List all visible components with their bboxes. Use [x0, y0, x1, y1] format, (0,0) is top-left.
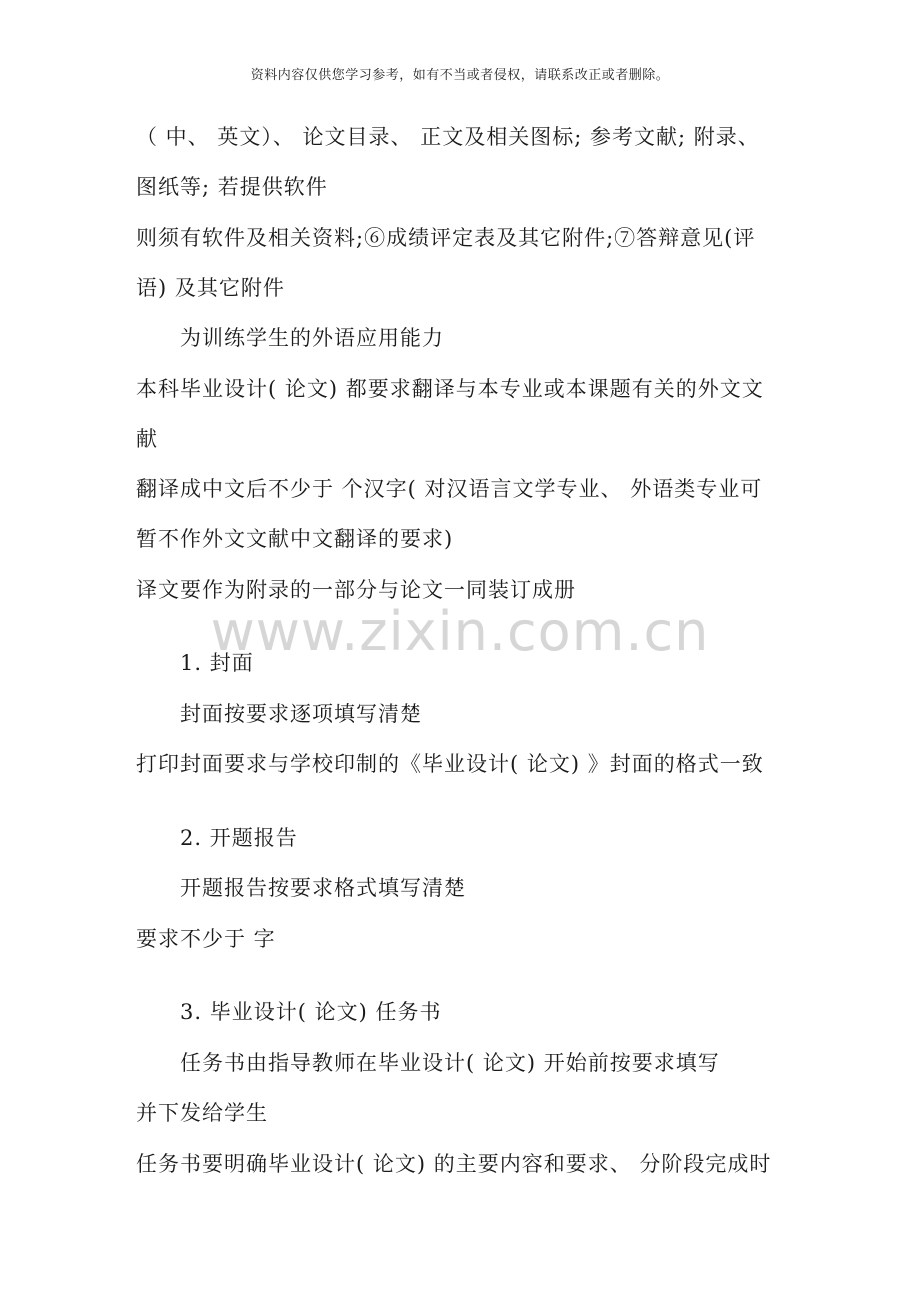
text-line: 译文要作为附录的一部分与论文一同装订成册: [136, 578, 576, 602]
text-line: 图纸等; 若提供软件: [136, 175, 328, 199]
text-line: （ 中、 英文）、 论文目录、 正文及相关图标; 参考文献; 附录、: [136, 125, 760, 149]
text-line: 本科毕业设计( 论文) 都要求翻译与本专业或本课题有关的外文文: [136, 377, 764, 401]
text-line: 并下发给学生: [136, 1101, 268, 1125]
text-line: 为训练学生的外语应用能力: [180, 326, 444, 350]
text-line: 打印封面要求与学校印制的《毕业设计( 论文) 》封面的格式一致: [136, 752, 764, 776]
section-heading: 2. 开题报告: [180, 826, 298, 850]
text-line: 则须有软件及相关资料;⑥成绩评定表及其它附件;⑦答辩意见(评: [136, 226, 756, 250]
text-line: 任务书由指导教师在毕业设计( 论文) 开始前按要求填写: [180, 1051, 720, 1075]
text-line: 翻译成中文后不少于 个汉字( 对汉语言文学专业、 外语类专业可: [136, 477, 763, 501]
text-line: 封面按要求逐项填写清楚: [180, 702, 422, 726]
text-line: 献: [136, 427, 158, 451]
watermark: www.zixin.com.cn: [210, 600, 710, 663]
text-line: 任务书要明确毕业设计( 论文) 的主要内容和要求、 分阶段完成时: [136, 1152, 772, 1176]
text-line: 暂不作外文文献中文翻译的要求): [136, 527, 454, 551]
text-line: 语) 及其它附件: [136, 276, 285, 300]
section-heading: 1. 封面: [180, 651, 254, 675]
text-line: 开题报告按要求格式填写清楚: [180, 876, 466, 900]
page-header-notice: 资料内容仅供您学习参考，如有不当或者侵权，请联系改正或者删除。: [250, 68, 670, 83]
text-line: 要求不少于 字: [136, 927, 276, 951]
section-heading: 3. 毕业设计( 论文) 任务书: [180, 1000, 442, 1024]
